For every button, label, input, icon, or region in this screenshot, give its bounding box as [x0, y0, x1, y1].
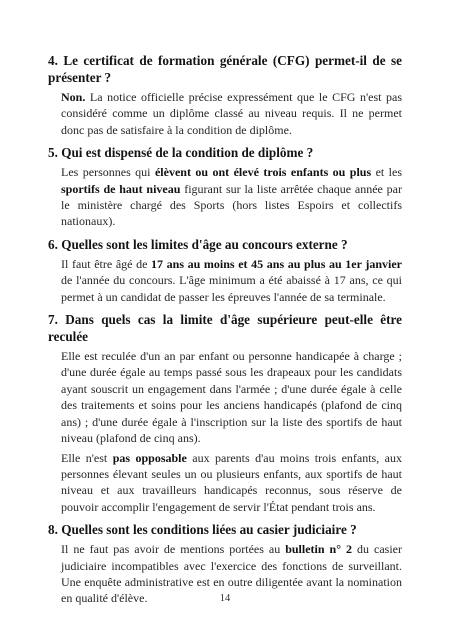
answer-paragraph	[61, 164, 402, 230]
faq-item	[48, 236, 402, 305]
faq-item	[48, 311, 402, 515]
answer-text: de l'année du concours. L'âge minimum a été abaissé à 17 ans, ce qui permet à un candidat de passer les épreuves l'année de sa terminale.	[61, 273, 402, 304]
answer-emphasis: pas opposable	[112, 450, 187, 465]
answer-paragraph	[61, 348, 402, 446]
answer-text: aux parents d'au moins trois enfants, aux personnes élevant seules un ou plusieurs enfants, aux sportifs de haut niveau et aux travailleurs handicapés reconnus, sous réserve de pouvoir accomplir l'engagement de servir l'État pendant trois ans.	[61, 450, 402, 514]
faq-item	[48, 144, 402, 230]
answer-emphasis: sportifs de haut niveau	[61, 181, 181, 196]
question-heading: 5. Qui est dispensé de la condition de diplôme ?	[48, 145, 314, 161]
answer-paragraph	[61, 89, 402, 138]
answer-emphasis: 17 ans au moins et 45 ans au plus au 1er janvier	[151, 256, 402, 271]
answer-paragraph	[61, 450, 402, 516]
answer-text: Il ne faut pas avoir de mentions portées au	[61, 542, 286, 557]
question-heading: 8. Quelles sont les conditions liées au casier judiciaire ?	[48, 522, 357, 538]
faq-list	[48, 52, 402, 607]
answer-emphasis: élèvent ou ont élevé trois enfants ou plus	[154, 165, 372, 180]
answer-text: Il faut être âgé de	[61, 256, 152, 271]
answer-text: Elle est reculée d'un an par enfant ou personne handicapée à charge ; d'une durée égale au temps passé sous les drapeaux pour les candidats ayant souscrit un engagement dans l'armée ; d'une durée égale à celle des traitements et soins pour les anciens handicapés (plafond de cinq ans) ; d'une durée égale à l'inscription sur la liste des sportifs de haut niveau (plafond de cinq ans).	[61, 349, 402, 446]
page-number: 14	[219, 593, 231, 604]
answer-text: Elle n'est	[61, 450, 113, 465]
document-page	[48, 52, 402, 613]
question-heading: 6. Quelles sont les limites d'âge au concours externe ?	[48, 236, 348, 252]
answer-emphasis: bulletin n° 2	[285, 542, 353, 557]
faq-item	[48, 52, 402, 138]
question-heading: 7. Dans quels cas la limite d'âge supérieure peut-elle être reculée	[48, 312, 402, 345]
answer-text: du casier judiciaire incompatibles avec l'exercice des fonctions de surveillant. Une enquête administrative est en outre diligentée avant la nomination en qualité d'élève.	[61, 542, 402, 606]
answer-text: Les personnes qui	[61, 165, 155, 180]
answer-emphasis: Non.	[61, 90, 86, 104]
answer-text: La notice officielle précise expressément que le CFG n'est pas considéré comme un diplôme classé au niveau requis. Il ne permet donc pas de satisfaire à la condition de diplôme.	[61, 90, 402, 137]
answer-text: figurant sur la liste arrêtée chaque année par le ministère chargé des Sports (hors listes Espoirs et collectifs nationaux).	[61, 181, 402, 229]
answer-paragraph	[61, 256, 402, 305]
answer-text: et les	[371, 165, 403, 180]
question-heading: 4. Le certificat de formation générale (CFG) permet-il de se présenter ?	[48, 53, 402, 85]
